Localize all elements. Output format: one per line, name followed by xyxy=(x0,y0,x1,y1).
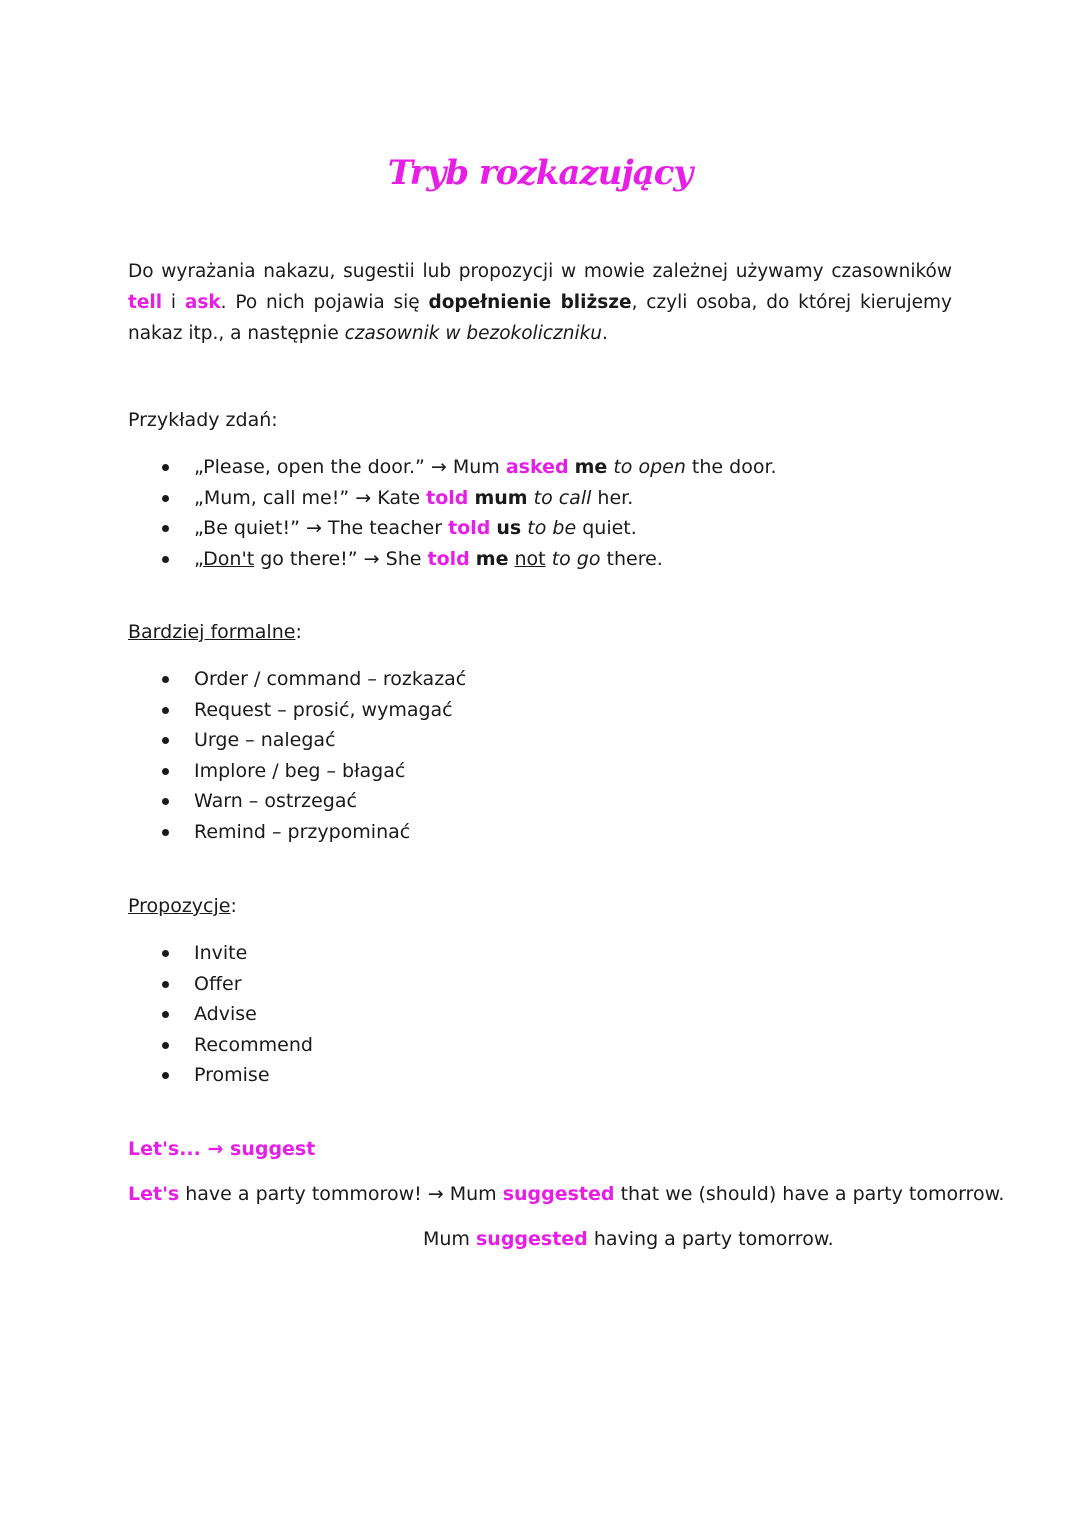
proposals-heading-text: Propozycje xyxy=(128,895,231,917)
intro-text: . Po nich pojawia się xyxy=(220,292,429,313)
example-object: mum xyxy=(474,486,528,509)
lets-text: having a party tomorrow. xyxy=(587,1228,834,1250)
lets-word: Let's xyxy=(128,1183,180,1205)
list-item: Request – prosić, wymagać xyxy=(128,695,466,726)
example-verb: asked xyxy=(505,456,569,478)
example-object: me xyxy=(574,456,608,478)
example-object: us xyxy=(496,517,522,540)
example-text: her. xyxy=(591,486,634,509)
list-item: Recommend xyxy=(128,1030,313,1061)
lets-text: have a party tommorow! → Mum xyxy=(179,1183,503,1205)
example-not: not xyxy=(514,547,546,570)
lets-heading: Let's... → suggest xyxy=(128,1138,316,1160)
list-item: Invite xyxy=(128,938,313,969)
list-item: Advise xyxy=(128,999,313,1030)
list-item: Remind – przypominać xyxy=(128,817,466,848)
list-item xyxy=(128,513,777,544)
intro-paragraph xyxy=(128,256,952,349)
example-verb: told xyxy=(448,517,491,540)
intro-text: . xyxy=(602,323,608,344)
example-infinitive: to open xyxy=(613,456,686,478)
list-item: Order / command – rozkazać xyxy=(128,664,466,695)
list-item: Warn – ostrzegać xyxy=(128,786,466,817)
page-title: Tryb rozkazujący xyxy=(387,153,693,193)
example-text: there. xyxy=(600,547,663,570)
proposals-heading-colon: : xyxy=(230,895,237,917)
keyword-tell: tell xyxy=(128,292,163,313)
list-item: Offer xyxy=(128,969,313,1000)
example-dont: Don't xyxy=(203,547,255,570)
suggested-word: suggested xyxy=(502,1183,615,1205)
example-infinitive: to call xyxy=(533,486,592,509)
list-item: Promise xyxy=(128,1060,313,1091)
intro-text: Do wyrażania nakazu, sugestii lub propozycji w mowie zależnej używamy czasowników xyxy=(128,261,952,282)
keyword-czasownik: czasownik w bezokoliczniku xyxy=(344,323,603,344)
example-object: me xyxy=(475,547,509,570)
lets-example-line-2 xyxy=(423,1228,834,1250)
example-text: the door. xyxy=(685,456,777,478)
suggested-word: suggested xyxy=(475,1228,588,1250)
list-item xyxy=(128,452,777,483)
list-item: Implore / beg – błagać xyxy=(128,756,466,787)
keyword-ask: ask xyxy=(184,292,221,313)
formal-heading xyxy=(128,621,302,643)
formal-heading-colon: : xyxy=(295,621,302,643)
example-verb: told xyxy=(427,547,470,570)
lets-example-line-1 xyxy=(128,1183,1004,1205)
example-text: „Be quiet!” → The teacher xyxy=(194,517,449,540)
list-item: Urge – nalegać xyxy=(128,725,466,756)
example-text: „Mum, call me!” → Kate xyxy=(194,486,427,509)
examples-heading: Przykłady zdań: xyxy=(128,409,278,431)
list-item xyxy=(128,483,777,514)
proposals-heading xyxy=(128,895,237,917)
example-infinitive: to be xyxy=(527,517,577,540)
list-item xyxy=(128,544,777,575)
example-text: go there!” → She xyxy=(254,547,428,570)
example-text: „Please, open the door.” → Mum xyxy=(194,456,506,478)
intro-text: , czyli osoba, do której kierujemy nakaz itp., a następnie xyxy=(128,292,952,344)
examples-list xyxy=(128,452,777,574)
proposals-list xyxy=(128,938,313,1091)
example-verb: told xyxy=(426,486,469,509)
keyword-dopelnienie: dopełnienie bliższe xyxy=(428,292,632,313)
intro-text: i xyxy=(162,292,185,313)
formal-list xyxy=(128,664,466,848)
example-quote: „ xyxy=(194,547,204,570)
example-infinitive: to go xyxy=(551,547,601,570)
formal-heading-text: Bardziej formalne xyxy=(128,621,296,643)
lets-text: Mum xyxy=(423,1228,476,1250)
example-text: quiet. xyxy=(576,517,637,540)
lets-text: that we (should) have a party tomorrow. xyxy=(614,1183,1005,1205)
